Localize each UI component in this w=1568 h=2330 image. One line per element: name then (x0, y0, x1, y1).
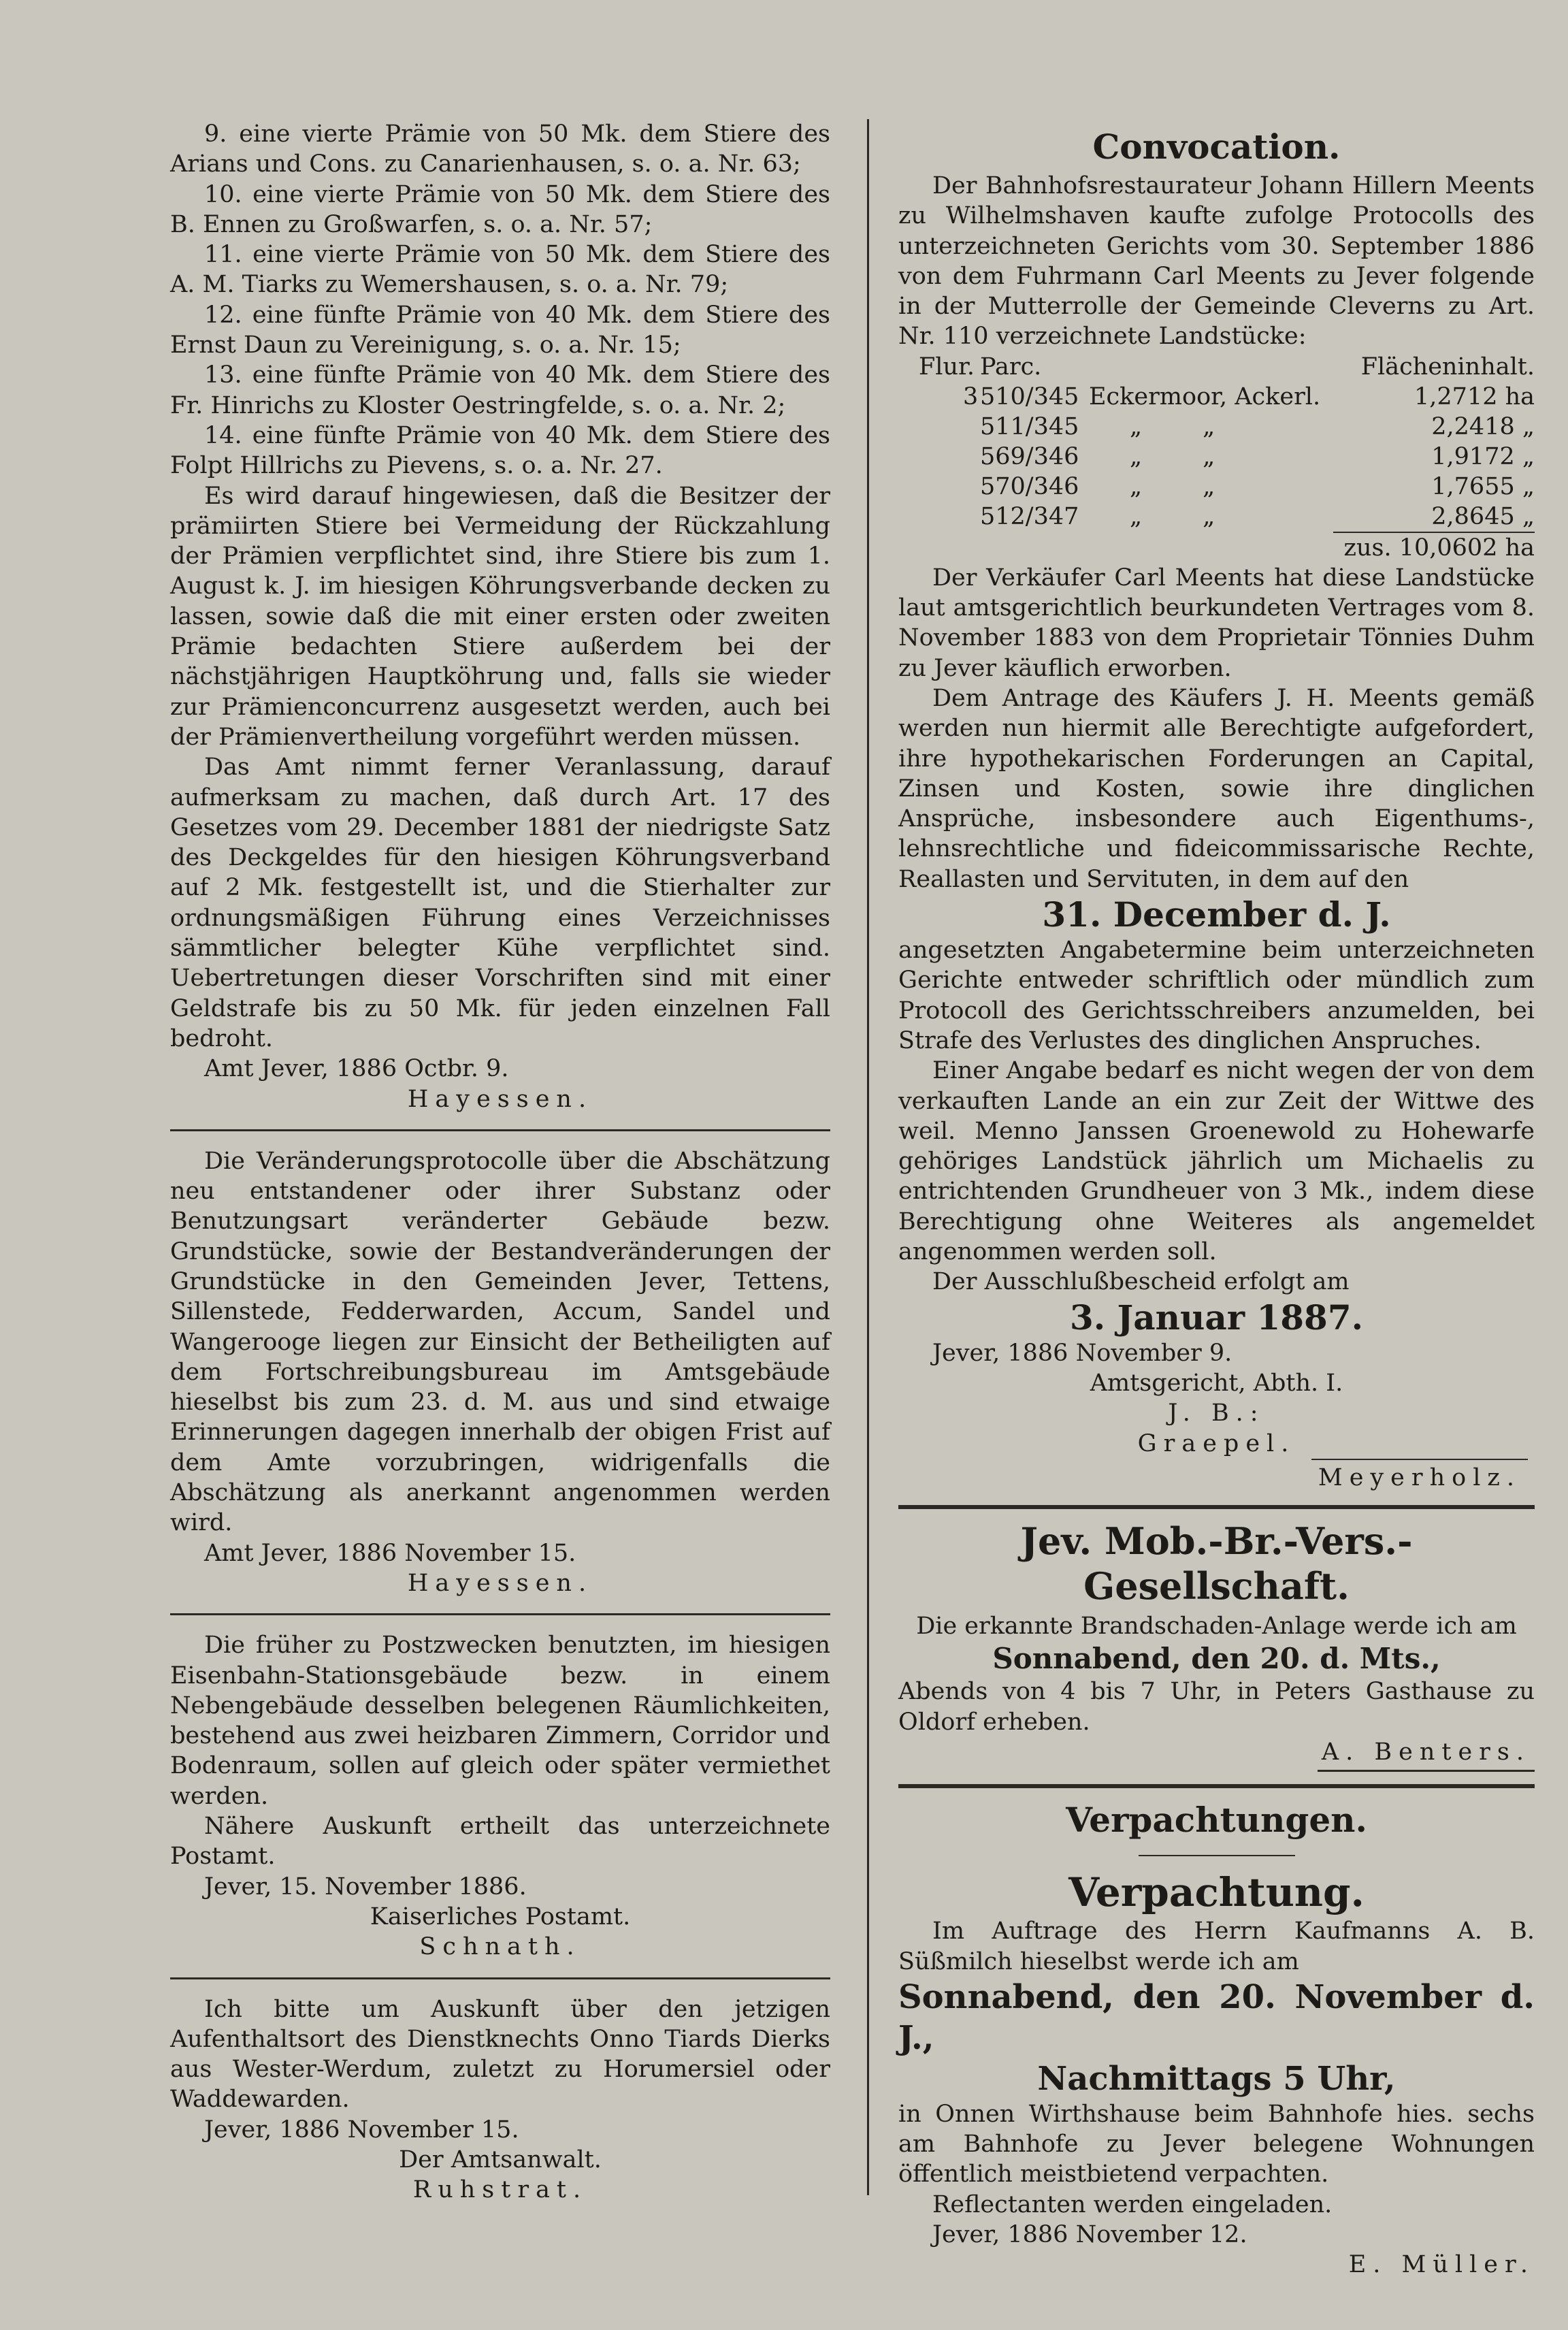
ausschluss-date: 3. Januar 1887. (1069, 1297, 1364, 1338)
convocation-title: Convocation. (1092, 127, 1341, 167)
verpachtung-text: in Onnen Wirthshause beim Bahnhofe hies. sechs am Bahnhofe zu Jever belegene Wohnungen öffentlich meistbietend verpachten. (898, 2100, 1535, 2188)
dateline: Jever, 15. November 1886. (204, 1873, 527, 1900)
verpachtung-time: Nachmittags 5 Uhr, (1037, 2059, 1396, 2098)
antrag-paragraph: Dem Antrage des Käufers J. H. Meents gemäß werden nun hiermit alle Berechtigte aufgefordert, ihre hypothekarischen Forderungen an Capital, Zinsen und Kosten, sowie ihre dinglichen Ansprüche, insbesondere auch Eigenthums-, lehnsrechtliche und fideicommissarische Rechte, Reallasten und Servituten, in dem auf den (898, 684, 1535, 893)
table-row (898, 442, 1535, 472)
verpachtungen-heading: Verpachtungen. (1066, 1800, 1367, 1841)
table-cell: 2,2418 „ (1431, 412, 1535, 440)
table-cell: „ „ (1130, 472, 1215, 500)
dateline: Jever, 1886 November 9. (932, 1339, 1232, 1367)
table-cell: 511/345 (980, 412, 1079, 440)
signature: Graepel. (1137, 1429, 1296, 1457)
table-row (898, 382, 1535, 412)
mob-text: Die erkannte Brandschaden-Anlage werde ich am (916, 1613, 1517, 1640)
court-name: Amtsgericht, Abth. I. (1090, 1369, 1343, 1397)
table-cell: 512/347 (980, 502, 1079, 530)
table-cell: 569/346 (980, 442, 1079, 470)
column-divider (867, 119, 869, 2195)
table-cell (898, 412, 980, 442)
praemie-item: 9. eine vierte Prämie von 50 Mk. dem Stiere des Arians und Cons. zu Canarienhausen, s. o. a. Nr. 63; (170, 120, 830, 178)
ausschluss-line: Der Ausschlußbescheid erfolgt am (932, 1268, 1350, 1296)
table-cell: 1,7655 „ (1431, 472, 1535, 500)
signature-clerk: Meyerholz. (1311, 1459, 1528, 1493)
signature: E. Müller. (1348, 2251, 1535, 2279)
convocation-paragraph: Der Bahnhofsrestaurateur Johann Hillern Meents zu Wilhelmshaven kaufte zufolge Protocolls des unterzeichneten Gerichts vom 30. September 1886 von dem Fuhrmann Carl Meents zu Jever folgende in der Mutterrolle der Gemeinde Cleverns zu Art. Nr. 110 verzeichnete Landstücke: (898, 172, 1535, 351)
section-rule (898, 1505, 1535, 1509)
right-column (898, 119, 1535, 2280)
table-cell (898, 502, 980, 532)
praemie-item: 11. eine vierte Prämie von 50 Mk. dem Stiere des A. M. Tiarks zu Wemershausen, s. o. a. Nr. 79; (170, 241, 830, 299)
table-cell: 1,9172 „ (1431, 442, 1535, 470)
table-cell: 2,8645 „ (1431, 502, 1535, 530)
mob-text: Abends von 4 bis 7 Uhr, in Peters Gasthause zu Oldorf erheben. (898, 1678, 1535, 1736)
verpachtung-title: Verpachtung. (1068, 1869, 1365, 1916)
einer-paragraph: Einer Angabe bedarf es nicht wegen der von dem verkauften Lande an ein zur Zeit der Wittwe des weil. Menno Janssen Groenewold zu Hohewarfe gehöriges Landstück jährlich um Michaelis zu entrichtenden Grundheuer von 3 Mk., indem diese Berechtigung ohne Weiteres als angemeldet angenommen werden soll. (898, 1057, 1535, 1266)
dateline: Amt Jever, 1886 November 15. (204, 1539, 576, 1567)
table-total-row (898, 532, 1535, 563)
table-row (898, 472, 1535, 502)
table-header-cell: Parc. (980, 353, 1042, 381)
auskunft-paragraph: Ich bitte um Auskunft über den jetzigen Aufenthaltsort des Dienstknechts Onno Tiards Dierks aus Wester-Werdum, zuletzt zu Horumersiel oder Waddewarden. (170, 1995, 830, 2114)
table-header-cell (1089, 352, 1333, 382)
mob-day: Sonnabend, den 20. d. Mts., (992, 1642, 1441, 1676)
table-cell: 1,2712 ha (1414, 383, 1535, 410)
praemie-item: 14. eine fünfte Prämie von 40 Mk. dem Stiere des Folpt Hillrichs zu Pievens, s. o. a. Nr. 27. (170, 421, 830, 480)
post-paragraph: Die früher zu Postzwecken benutzten, im hiesigen Eisenbahn-Stationsgebäude bezw. in einem Nebengebäude desselben belegenen Räumlichkeiten, bestehend aus zwei heizbaren Zimmern, Corridor und Bodenraum, sollen auf gleich oder später vermiethet werden. (170, 1632, 830, 1810)
section-rule (170, 1129, 830, 1131)
naehere-paragraph: Nähere Auskunft ertheilt das unterzeichnete Postamt. (170, 1813, 830, 1871)
mob-title: Jev. Mob.-Br.-Vers.-Gesellschaft. (1020, 1519, 1413, 1608)
table-cell: „ „ (1130, 412, 1215, 440)
praemien-list (170, 119, 830, 481)
short-rule (1139, 1855, 1295, 1856)
verkaeufer-paragraph: Der Verkäufer Carl Meents hat diese Landstücke laut amtsgerichtlich beurkundeten Vertrages vom 8. November 1883 von dem Proprietair Tönnies Duhm zu Jever käuflich erworben. (898, 564, 1535, 682)
table-cell (898, 472, 980, 502)
office-name: Kaiserliches Postamt. (370, 1903, 631, 1930)
signature: Hayessen. (407, 1569, 593, 1597)
parcel-table (898, 352, 1535, 563)
table-cell: „ „ (1130, 442, 1215, 470)
termin-date: 31. December d. J. (1042, 894, 1391, 935)
table-cell: 3 (963, 383, 979, 410)
table-row (898, 412, 1535, 442)
table-header-cell: Flur. (919, 353, 975, 381)
table-cell: Eckermoor, Ackerl. (1089, 383, 1321, 410)
signature: A. Benters. (1318, 1737, 1535, 1772)
dateline: Amt Jever, 1886 Octbr. 9. (204, 1055, 509, 1083)
dateline: Jever, 1886 November 15. (204, 2116, 519, 2143)
praemie-item: 13. eine fünfte Prämie von 40 Mk. dem Stiere des Fr. Hinrichs zu Kloster Oestringfelde, s. o. a. Nr. 2; (170, 361, 830, 419)
left-column (170, 119, 830, 2205)
verpachtung-day: Sonnabend, den 20. November d. J., (898, 1977, 1535, 2057)
praemie-item: 12. eine fünfte Prämie von 40 Mk. dem Stiere des Ernst Daun zu Vereinigung, s. o. a. Nr. 15; (170, 301, 830, 359)
dateline: Jever, 1886 November 12. (932, 2221, 1247, 2249)
hinweis-paragraph: Es wird darauf hingewiesen, daß die Besitzer der prämiirten Stiere bei Vermeidung der Rückzahlung der Prämien verpflichtet sind, ihre Stiere bis zum 1. August k. J. im hiesigen Köhrungsverbande decken zu lassen, sowie daß die mit einer ersten oder zweiten Prämie bedachten Stiere außerdem bei der nächstjährigen Hauptköhrung und, falls sie wieder zur Prämienconcurrenz ausgesetzt werden, auch bei der Prämienvertheilung vorgeführt werden müssen. (170, 482, 830, 751)
protocolle-paragraph: Die Veränderungsprotocolle über die Abschätzung neu entstandener oder ihrer Substanz oder Benutzungsart veränderter Gebäude bezw. Grundstücke, sowie der Bestandveränderungen der Grundstücke in den Gemeinden Jever, Tettens, Sillenstede, Fedderwarden, Accum, Sandel und Wangerooge liegen zur Einsicht der Betheiligten auf dem Fortschreibungsbureau im Amtsgebäude hieselbst bis zum 23. d. M. aus und sind etwaige Erinnerungen dagegen innerhalb der obigen Frist auf dem Amte vorzubringen, widrigenfalls die Abschätzung als anerkannt angenommen werden wird. (170, 1147, 830, 1537)
veranlassung-paragraph: Das Amt nimmt ferner Veranlassung, darauf aufmerksam zu machen, daß durch Art. 17 des Gesetzes vom 29. December 1881 der niedrigste Satz des Deckgeldes für den hiesigen Köhrungsverband auf 2 Mk. festgestellt ist, und die Stierhalter zur ordnungsmäßigen Führung eines Verzeichnisses sämmtlicher belegter Kühe verpflichtet sind. Uebertretungen dieser Vorschriften sind mit einer Geldstrafe bis zu 50 Mk. für jeden einzelnen Fall bedroht. (170, 754, 830, 1052)
table-header-row (898, 352, 1535, 382)
signature: Ruhstrat. (412, 2176, 588, 2204)
table-cell: 570/346 (980, 472, 1079, 500)
table-total: zus. 10,0602 ha (1333, 532, 1535, 563)
table-cell: 510/345 (980, 383, 1079, 410)
section-rule (170, 1977, 830, 1979)
verpachtung-text: Im Auftrage des Herrn Kaufmanns A. B. Süßmilch hieselbst werde ich am (898, 1918, 1535, 1975)
table-row (898, 502, 1535, 532)
section-rule (898, 1784, 1535, 1788)
signature: Hayessen. (407, 1085, 593, 1113)
signature: Schnath. (419, 1933, 581, 1961)
verpachtung-invite: Reflectanten werden eingeladen. (932, 2190, 1333, 2218)
section-rule (170, 1613, 830, 1615)
table-header-cell: Flächeninhalt. (1360, 353, 1535, 381)
table-cell (898, 442, 980, 472)
angesetzt-paragraph: angesetzten Angabetermine beim unterzeichneten Gerichte entweder schriftlich oder mündlich zum Protocoll des Gerichtsschreibers anzumelden, bei Strafe des Verlustes des dinglichen Anspruches. (898, 937, 1535, 1054)
signature-jb: J. B.: (1168, 1399, 1265, 1427)
office-name: Der Amtsanwalt. (399, 2146, 602, 2173)
table-cell: „ „ (1130, 502, 1215, 530)
praemie-item: 10. eine vierte Prämie von 50 Mk. dem Stiere des B. Ennen zu Großwarfen, s. o. a. Nr. 57; (170, 180, 830, 238)
